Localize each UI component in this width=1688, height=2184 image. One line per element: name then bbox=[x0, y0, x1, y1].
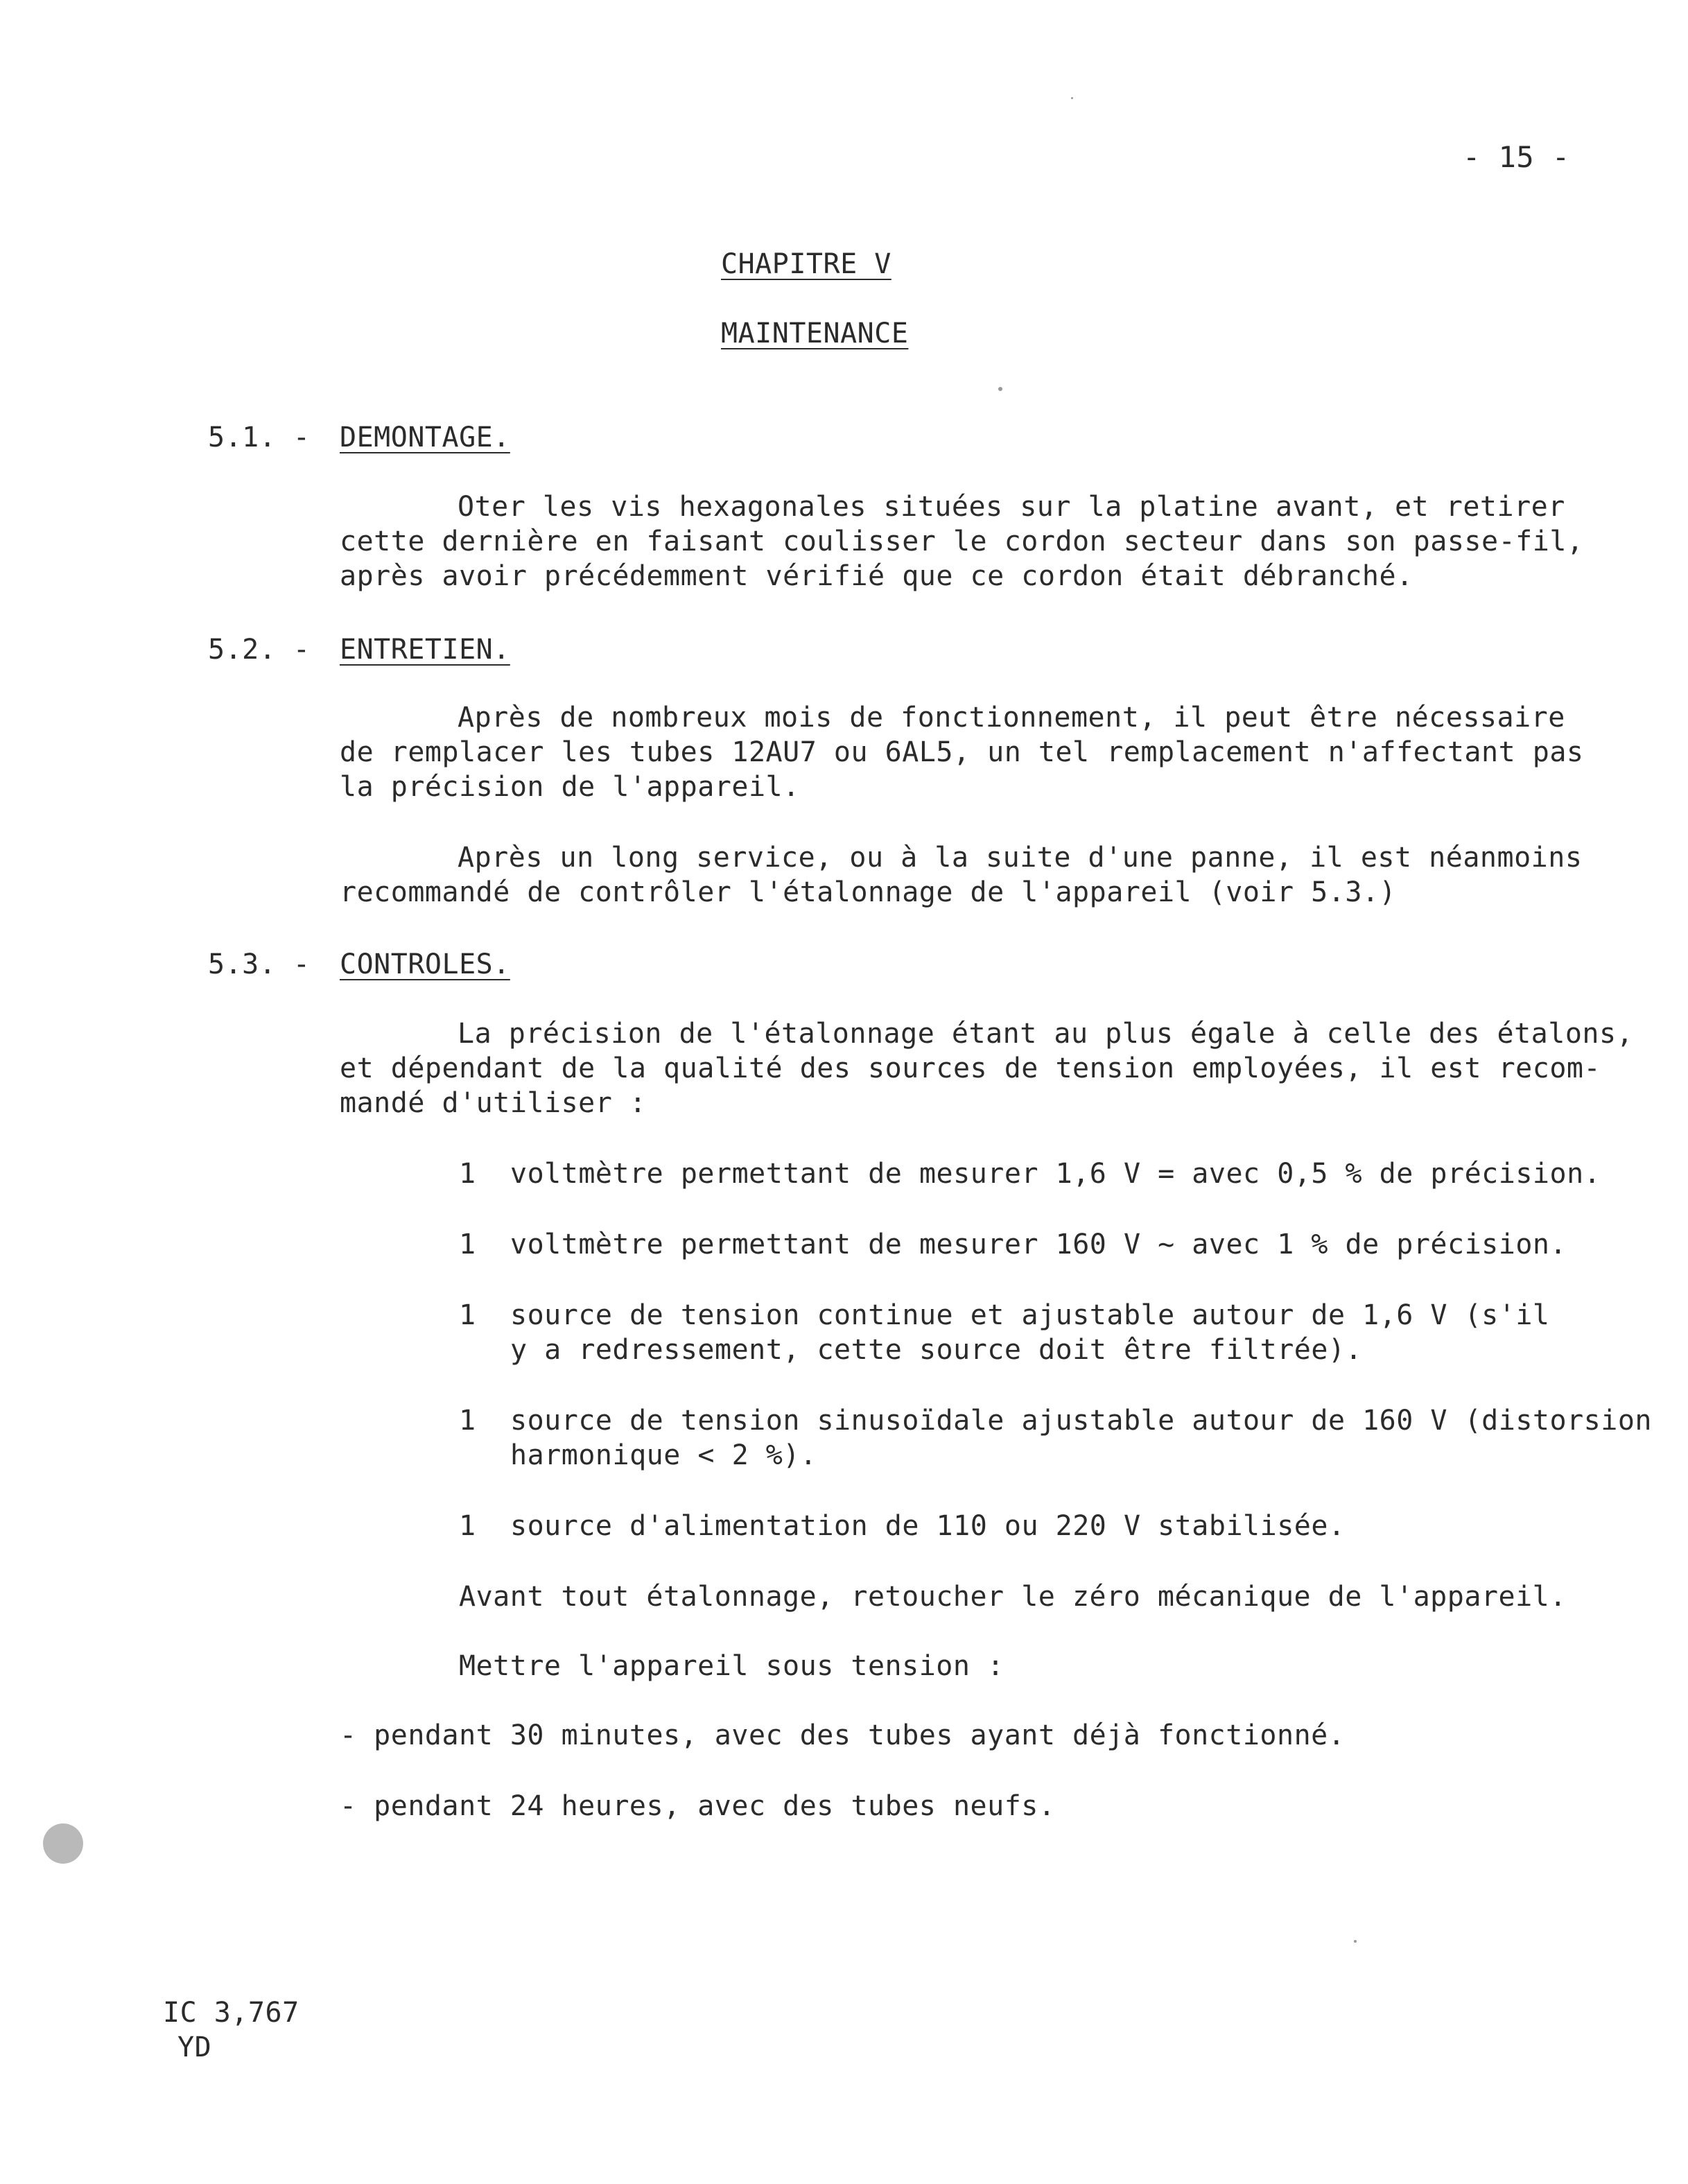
list-item: voltmètre permettant de mesurer 1,6 V = avec 0,5 % de précision. bbox=[510, 1158, 1601, 1190]
chapter-heading: CHAPITRE V bbox=[721, 248, 891, 280]
section-title: ENTRETIEN. bbox=[340, 634, 510, 666]
paragraph-line: Avant tout étalonnage, retoucher le zéro mécanique de l'appareil. bbox=[459, 1581, 1567, 1613]
chapter-title: MAINTENANCE bbox=[721, 318, 909, 349]
section-title: DEMONTAGE. bbox=[340, 422, 510, 453]
list-item: source de tension sinusoïdale ajustable autour de 160 V (distorsion bbox=[510, 1405, 1652, 1437]
paragraph-line: Après un long service, ou à la suite d'une panne, il est néanmoins bbox=[458, 842, 1583, 874]
scan-speck bbox=[998, 387, 1002, 391]
list-item: source de tension continue et ajustable autour de 1,6 V (s'il bbox=[510, 1299, 1550, 1331]
paragraph-line: mandé d'utiliser : bbox=[340, 1087, 647, 1119]
list-item-quantity: 1 bbox=[459, 1229, 476, 1260]
list-item-quantity: 1 bbox=[459, 1158, 476, 1190]
section-number: 5.1. - bbox=[208, 422, 311, 453]
paragraph-line: Après de nombreux mois de fonctionnement, il peut être nécessaire bbox=[458, 702, 1565, 734]
dash-item: - pendant 24 heures, avec des tubes neufs. bbox=[340, 1790, 1056, 1822]
list-item-quantity: 1 bbox=[459, 1510, 476, 1542]
section-number: 5.3. - bbox=[208, 948, 311, 980]
list-item-quantity: 1 bbox=[459, 1405, 476, 1437]
punch-hole bbox=[43, 1823, 83, 1864]
paragraph-line: et dépendant de la qualité des sources de tension employées, il est recom- bbox=[340, 1052, 1601, 1084]
scan-speck bbox=[1071, 97, 1073, 99]
document-reference-initials: YD bbox=[177, 2031, 212, 2063]
paragraph-line: cette dernière en faisant coulisser le cordon secteur dans son passe-fil, bbox=[340, 526, 1584, 557]
paragraph-line: La précision de l'étalonnage étant au plus égale à celle des étalons, bbox=[458, 1018, 1634, 1050]
paragraph-line: après avoir précédemment vérifié que ce cordon était débranché. bbox=[340, 560, 1413, 592]
page-number: - 15 - bbox=[1463, 140, 1570, 174]
document-reference: IC 3,767 bbox=[163, 1997, 299, 2029]
list-item-quantity: 1 bbox=[459, 1299, 476, 1331]
scan-speck bbox=[1354, 1940, 1357, 1943]
list-item: voltmètre permettant de mesurer 160 V ~ avec 1 % de précision. bbox=[510, 1229, 1567, 1260]
dash-item: - pendant 30 minutes, avec des tubes ayant déjà fonctionné. bbox=[340, 1719, 1346, 1751]
paragraph-line: Oter les vis hexagonales situées sur la platine avant, et retirer bbox=[458, 491, 1565, 523]
paragraph-line: la précision de l'appareil. bbox=[340, 771, 800, 803]
list-item-continuation: harmonique < 2 %). bbox=[510, 1439, 817, 1471]
paragraph-line: Mettre l'appareil sous tension : bbox=[459, 1650, 1004, 1682]
section-title: CONTROLES. bbox=[340, 948, 510, 980]
paragraph-line: de remplacer les tubes 12AU7 ou 6AL5, un tel remplacement n'affectant pas bbox=[340, 736, 1584, 768]
section-number: 5.2. - bbox=[208, 634, 311, 666]
list-item-continuation: y a redressement, cette source doit être filtrée). bbox=[510, 1334, 1363, 1366]
list-item: source d'alimentation de 110 ou 220 V stabilisée. bbox=[510, 1510, 1346, 1542]
paragraph-line: recommandé de contrôler l'étalonnage de l'appareil (voir 5.3.) bbox=[340, 876, 1397, 908]
